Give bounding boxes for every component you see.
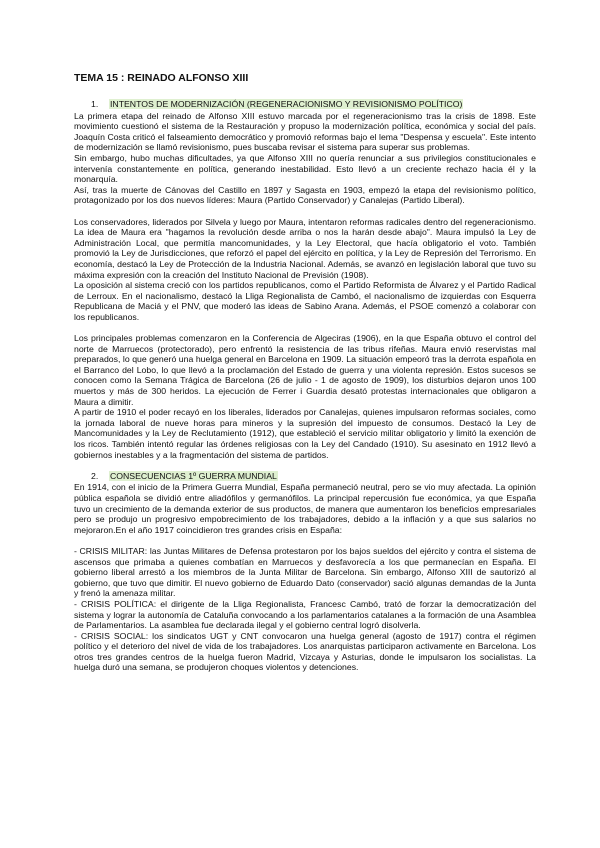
section-2 bbox=[74, 471, 536, 673]
section-number: 1. bbox=[91, 99, 99, 109]
paragraph-spacer bbox=[74, 206, 536, 217]
paragraph: - CRISIS SOCIAL: los sindicatos UGT y CNT convocaron una huelga general (agosto de 1917) contra el régimen político y el deterioro del nivel de vida de los trabajadores. Los anarquistas participaron activamente en Barcelona. Los otros tres grandes centros de la huelga fueron Madrid, Vizcaya y Asturias, donde le impulsaron los socialistas. La huelga duró una semana, se produjeron choques violentos y detenciones. bbox=[74, 630, 536, 673]
paragraph: En 1914, con el inicio de la Primera Guerra Mundial, España permaneció neutral, pero se vio muy afectada. La opinión pública española se dividió entre aliadófilos y germanófilos. La principal repercusión fue económica, ya que España tuvo un crecimiento de la demanda exterior de sus productos, de manera que aumentaron los beneficios empresariales pero se produjo un progresivo empobrecimiento de los trabajadores, debido a la inflación y a que sus salarios no mejoraron.En el año 1917 coincidieron tres grandes crisis en España: bbox=[74, 482, 536, 535]
sections-container bbox=[74, 99, 536, 673]
paragraph: La oposición al sistema creció con los partidos republicanos, como el Partido Reformista de Álvarez y el Partido Radical de Lerroux. En el nacionalismo, destacó la Lliga Regionalista de Cambó, el nacionalismo de izquierdas con Esquerra Republicana de Maciá y el PNV, que moderó las ideas de Sabino Arana. Además, el PSOE comenzó a colaborar con los republicanos. bbox=[74, 280, 536, 322]
paragraph: - CRISIS POLÍTICA: el dirigente de la Lliga Regionalista, Francesc Cambó, trató de forzar la democratización del sistema y lograr la autonomía de Cataluña convocando a los parlamentarios catalanes a la formación de una Asamblea de Parlamentarios. La asamblea fue declarada ilegal y el gobierno central logró disolverla. bbox=[74, 598, 536, 631]
paragraph: La primera etapa del reinado de Alfonso XIII estuvo marcada por el regeneracionismo tras la crisis de 1898. Este movimiento cuestionó el sistema de la Restauración y propuso la modernización política, económica y social del país. Joaquín Costa criticó el falseamiento democrático y promovió reformas bajo el lema "Despensa y escuela". Este intento de modernización se llamó revisionismo, pues buscaba revisar el sistema para superar sus problemas. bbox=[74, 110, 536, 153]
paragraph-spacer bbox=[74, 535, 536, 546]
section-heading bbox=[74, 99, 536, 110]
paragraph: Los conservadores, liderados por Silvela y luego por Maura, intentaron reformas radicales dentro del regeneracionismo. La idea de Maura era "hagamos la revolución desde arriba o nos la harán desde abajo". Maura impulsó la Ley de Administración Local, que permitía mancomunidades, y la Ley Electoral, que hacía obligatorio el voto. También promovió la Ley de Jurisdicciones, que reforzó el papel del ejército en política, y la Ley de Represión del Terrorismo. En economía, destacó la Ley de Protección de la Industria Nacional. Además, se avanzó en legislación laboral que tuvo su máxima expresión con la creación del Instituto Nacional de Previsión (1908). bbox=[74, 216, 536, 280]
section-1 bbox=[74, 99, 536, 460]
paragraph: Los principales problemas comenzaron en la Conferencia de Algeciras (1906), en la que España obtuvo el control del norte de Marruecos (protectorado), pero enfrentó la resistencia de las tribus rifeñas. Maura envió reservistas mal preparados, lo que generó una huelga general en Barcelona en 1909. La situación empeoró tras la derrota española en el Barranco del Lobo, lo que llevó a la proclamación del Estado de guerra y una violenta represión. Estos sucesos se conocen como la Semana Trágica de Barcelona (26 de julio - 1 de agosto de 1909), los disturbios dejaron unos 100 muertos y más de 300 heridos. La ejecución de Ferrer i Guardia desató protestas internacionales que obligaron a Maura a dimitir. bbox=[74, 333, 536, 407]
paragraph: Sin embargo, hubo muchas dificultades, ya que Alfonso XIII no quería renunciar a sus privilegios constitucionales e intervenía constantemente en política, generando inestabilidad. Esto llevó a un creciente rechazo hacia él y la monarquía. bbox=[74, 152, 536, 185]
document-page bbox=[74, 72, 536, 673]
section-heading-text: CONSECUENCIAS 1º GUERRA MUNDIAL bbox=[110, 470, 277, 481]
paragraph: Así, tras la muerte de Cánovas del Castillo en 1897 y Sagasta en 1903, empezó la etapa del revisionismo político, protagonizado por los dos nuevos líderes: Maura (Partido Conservador) y Canalejas (Partido Liberal). bbox=[74, 184, 536, 206]
section-number: 2. bbox=[91, 470, 99, 481]
document-title: TEMA 15 : REINADO ALFONSO XIII bbox=[74, 72, 249, 84]
section-heading bbox=[74, 471, 536, 482]
section-heading-text: INTENTOS DE MODERNIZACIÓN (REGENERACIONISMO Y REVISIONISMO POLÍTICO) bbox=[110, 99, 463, 109]
paragraph: - CRISIS MILITAR: las Juntas Militares de Defensa protestaron por los bajos sueldos del ejército y contra el sistema de ascensos que primaba a quienes combatían en Marruecos y desfavorecía a los que permanecían en España. El gobierno liberal arrestó a los miembros de la Junta Militar de Barcelona. Sin embargo, Alfonso XIII de sautorizó al gobierno, que tuvo que dimitir. El nuevo gobierno de Eduardo Dato (conservador) sació algunas demandas de la Junta y frenó la amenaza militar. bbox=[74, 545, 536, 599]
paragraph-spacer bbox=[74, 322, 536, 333]
paragraph: A partir de 1910 el poder recayó en los liberales, liderados por Canalejas, quienes impulsaron reformas sociales, como la jornada laboral de nueve horas para mineros y la supresión del impuesto de consumos. Destacó la Ley de Mancomunidades y la Ley de Reclutamiento (1912), que estableció el servicio militar obligatorio y limitó la exención de los ricos. También intentó regular las órdenes religiosas con la Ley del Candado (1910). Su asesinato en 1912 llevó a gobiernos inestables y a la fragmentación del sistema de partidos. bbox=[74, 407, 536, 460]
